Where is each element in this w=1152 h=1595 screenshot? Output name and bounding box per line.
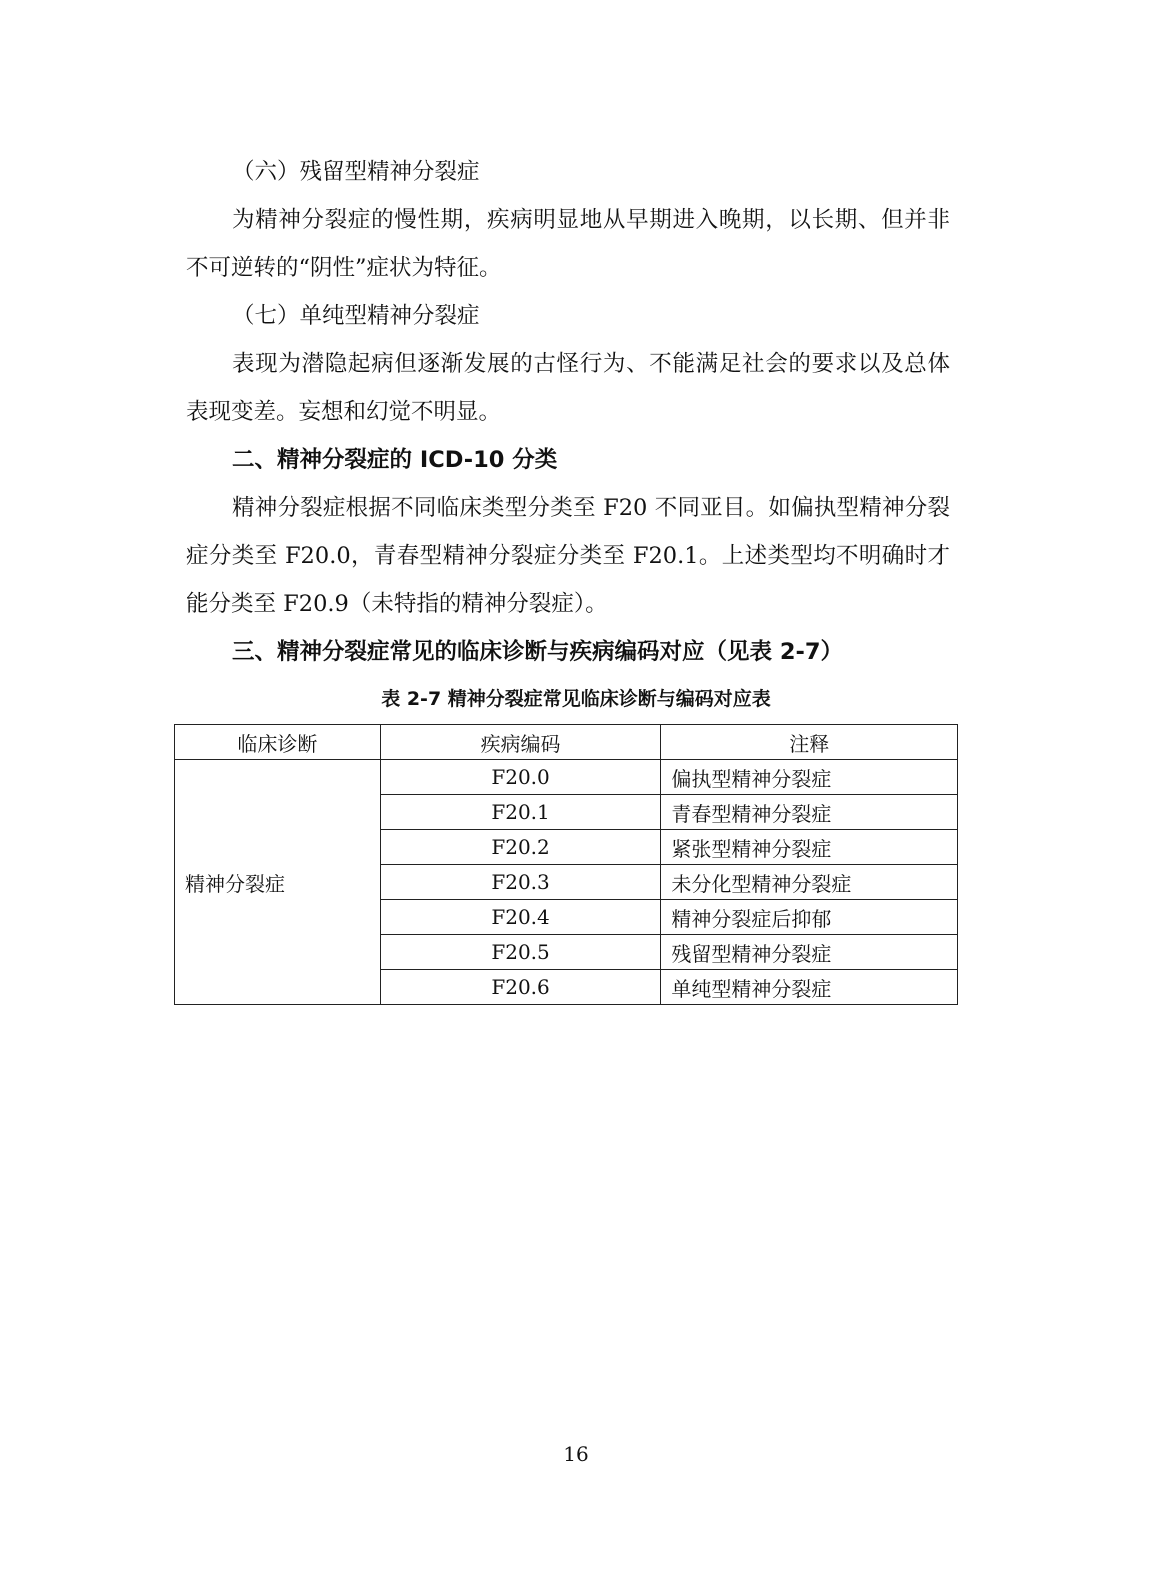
note-cell: 未分化型精神分裂症 [661,865,958,900]
subsection-heading-simple: （七）单纯型精神分裂症 [232,303,480,329]
header-note: 注释 [661,725,958,760]
header-clinical-diagnosis: 临床诊断 [175,725,381,760]
section-heading-mapping: 三、精神分裂症常见的临床诊断与疾病编码对应（见表 2-7） [232,639,843,665]
note-cell: 偏执型精神分裂症 [661,760,958,795]
note-cell: 残留型精神分裂症 [661,935,958,970]
paragraph-simple: 表现为潜隐起病但逐渐发展的古怪行为、不能满足社会的要求以及总体表现变差。妄想和幻觉不明显。 [186,351,950,425]
code-cell: F20.2 [380,830,661,865]
header-disease-code: 疾病编码 [380,725,661,760]
table-row [175,760,958,795]
code-cell: F20.6 [380,970,661,1005]
page-number: 16 [563,1442,589,1466]
paragraph-residual: 为精神分裂症的慢性期，疾病明显地从早期进入晚期，以长期、但并非不可逆转的“阴性”症状为特征。 [186,207,950,281]
code-cell: F20.1 [380,795,661,830]
note-cell: 青春型精神分裂症 [661,795,958,830]
note-cell: 单纯型精神分裂症 [661,970,958,1005]
code-cell: F20.3 [380,865,661,900]
subsection-heading-residual: （六）残留型精神分裂症 [232,159,480,185]
code-cell: F20.5 [380,935,661,970]
diagnosis-cell: 精神分裂症 [175,760,381,1005]
diagnosis-code-table [174,724,958,1005]
code-cell: F20.4 [380,900,661,935]
code-cell: F20.0 [380,760,661,795]
paragraph-icd10: 精神分裂症根据不同临床类型分类至 F20 不同亚目。如偏执型精神分裂症分类至 F20.0，青春型精神分裂症分类至 F20.1。上述类型均不明确时才能分类至 F20.9（未特指的精神分裂症）。 [186,495,950,617]
note-cell: 紧张型精神分裂症 [661,830,958,865]
section-heading-icd10: 二、精神分裂症的 ICD-10 分类 [232,447,558,473]
note-cell: 精神分裂症后抑郁 [661,900,958,935]
table-caption: 表 2-7 精神分裂症常见临床诊断与编码对应表 [381,688,771,710]
table-header-row [175,725,958,760]
